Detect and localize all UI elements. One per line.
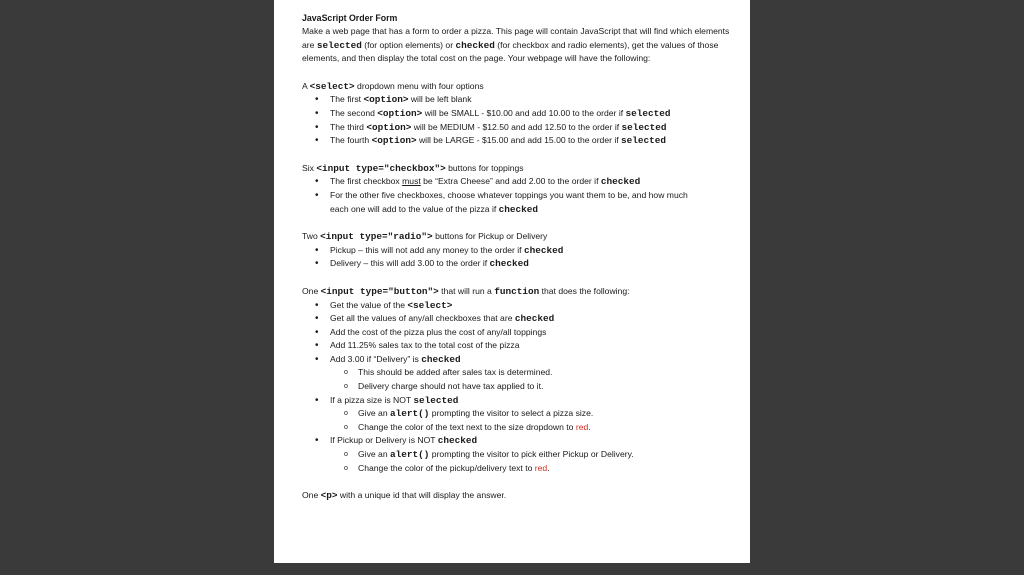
pickup-sublist — [302, 448, 730, 475]
size-sublist — [302, 407, 730, 434]
select-option-list — [302, 93, 730, 147]
list-item: • If a pizza size is NOT selected — [302, 394, 730, 408]
document-page — [274, 0, 750, 563]
radio-list — [302, 244, 730, 271]
list-item: • Add the cost of the pizza plus the cost of any/all toppings — [302, 326, 730, 340]
delivery-sublist — [302, 366, 730, 393]
radio-heading: Two <input type="radio"> buttons for Pickup or Delivery — [302, 231, 548, 243]
list-item: • If Pickup or Delivery is NOT checked — [302, 434, 730, 448]
list-item: • The first checkbox must be “Extra Cheese” and add 2.00 to the order if checked — [302, 175, 730, 189]
intro-paragraph: Make a web page that has a form to order a pizza. This page will contain JavaScript that will find which elements are selected (for option elements) or checked (for checkbox and radio elements), get the values of those elements, and then display the total cost on the page. Your webpage will have the following: — [302, 26, 730, 64]
sub-list-item: o This should be added after sales tax is determined. — [302, 366, 730, 380]
radio-section — [302, 230, 730, 271]
list-item: • The fourth <option> will be LARGE - $15.00 and add 15.00 to the order if selected — [302, 134, 730, 148]
select-heading: A <select> dropdown menu with four options — [302, 80, 484, 92]
paragraph-line: One <p> with a unique id that will display the answer. — [302, 490, 507, 502]
checkbox-section — [302, 162, 730, 216]
sub-list-item: o Give an alert() prompting the visitor to select a pizza size. — [302, 407, 730, 421]
list-item: • Get the value of the <select> — [302, 299, 730, 313]
list-item: • Add 3.00 if “Delivery” is checked — [302, 353, 730, 367]
list-item: • Pickup – this will not add any money to the order if checked — [302, 244, 730, 258]
checkbox-list — [302, 175, 730, 216]
list-item: • Get all the values of any/all checkboxes that are checked — [302, 312, 730, 326]
list-item: • The first <option> will be left blank — [302, 93, 730, 107]
list-item: • For the other five checkboxes, choose whatever toppings you want them to be, and how much each one will add to the value of the pizza if checked — [302, 189, 730, 216]
checkbox-heading: Six <input type="checkbox"> buttons for toppings — [302, 162, 524, 174]
sub-list-item: o Delivery charge should not have tax applied to it. — [302, 380, 730, 394]
list-item: • Add 11.25% sales tax to the total cost of the pizza — [302, 339, 730, 353]
sub-list-item: o Give an alert() prompting the visitor to pick either Pickup or Delivery. — [302, 448, 730, 462]
sub-list-item: o Change the color of the pickup/delivery text to red. — [302, 462, 730, 476]
sub-list-item: o Change the color of the text next to the size dropdown to red. — [302, 421, 730, 435]
function-steps-list — [302, 299, 730, 367]
list-item: • The third <option> will be MEDIUM - $12.50 and add 12.50 to the order if selected — [302, 121, 730, 135]
list-item: • The second <option> will be SMALL - $10.00 and add 10.00 to the order if selected — [302, 107, 730, 121]
list-item: • Delivery – this will add 3.00 to the order if checked — [302, 257, 730, 271]
button-heading: One <input type="button"> that will run a function that does the following: — [302, 285, 630, 297]
document-title: JavaScript Order Form — [302, 13, 398, 23]
paragraph-section — [302, 489, 730, 503]
button-section — [302, 285, 730, 475]
select-section — [302, 80, 730, 148]
